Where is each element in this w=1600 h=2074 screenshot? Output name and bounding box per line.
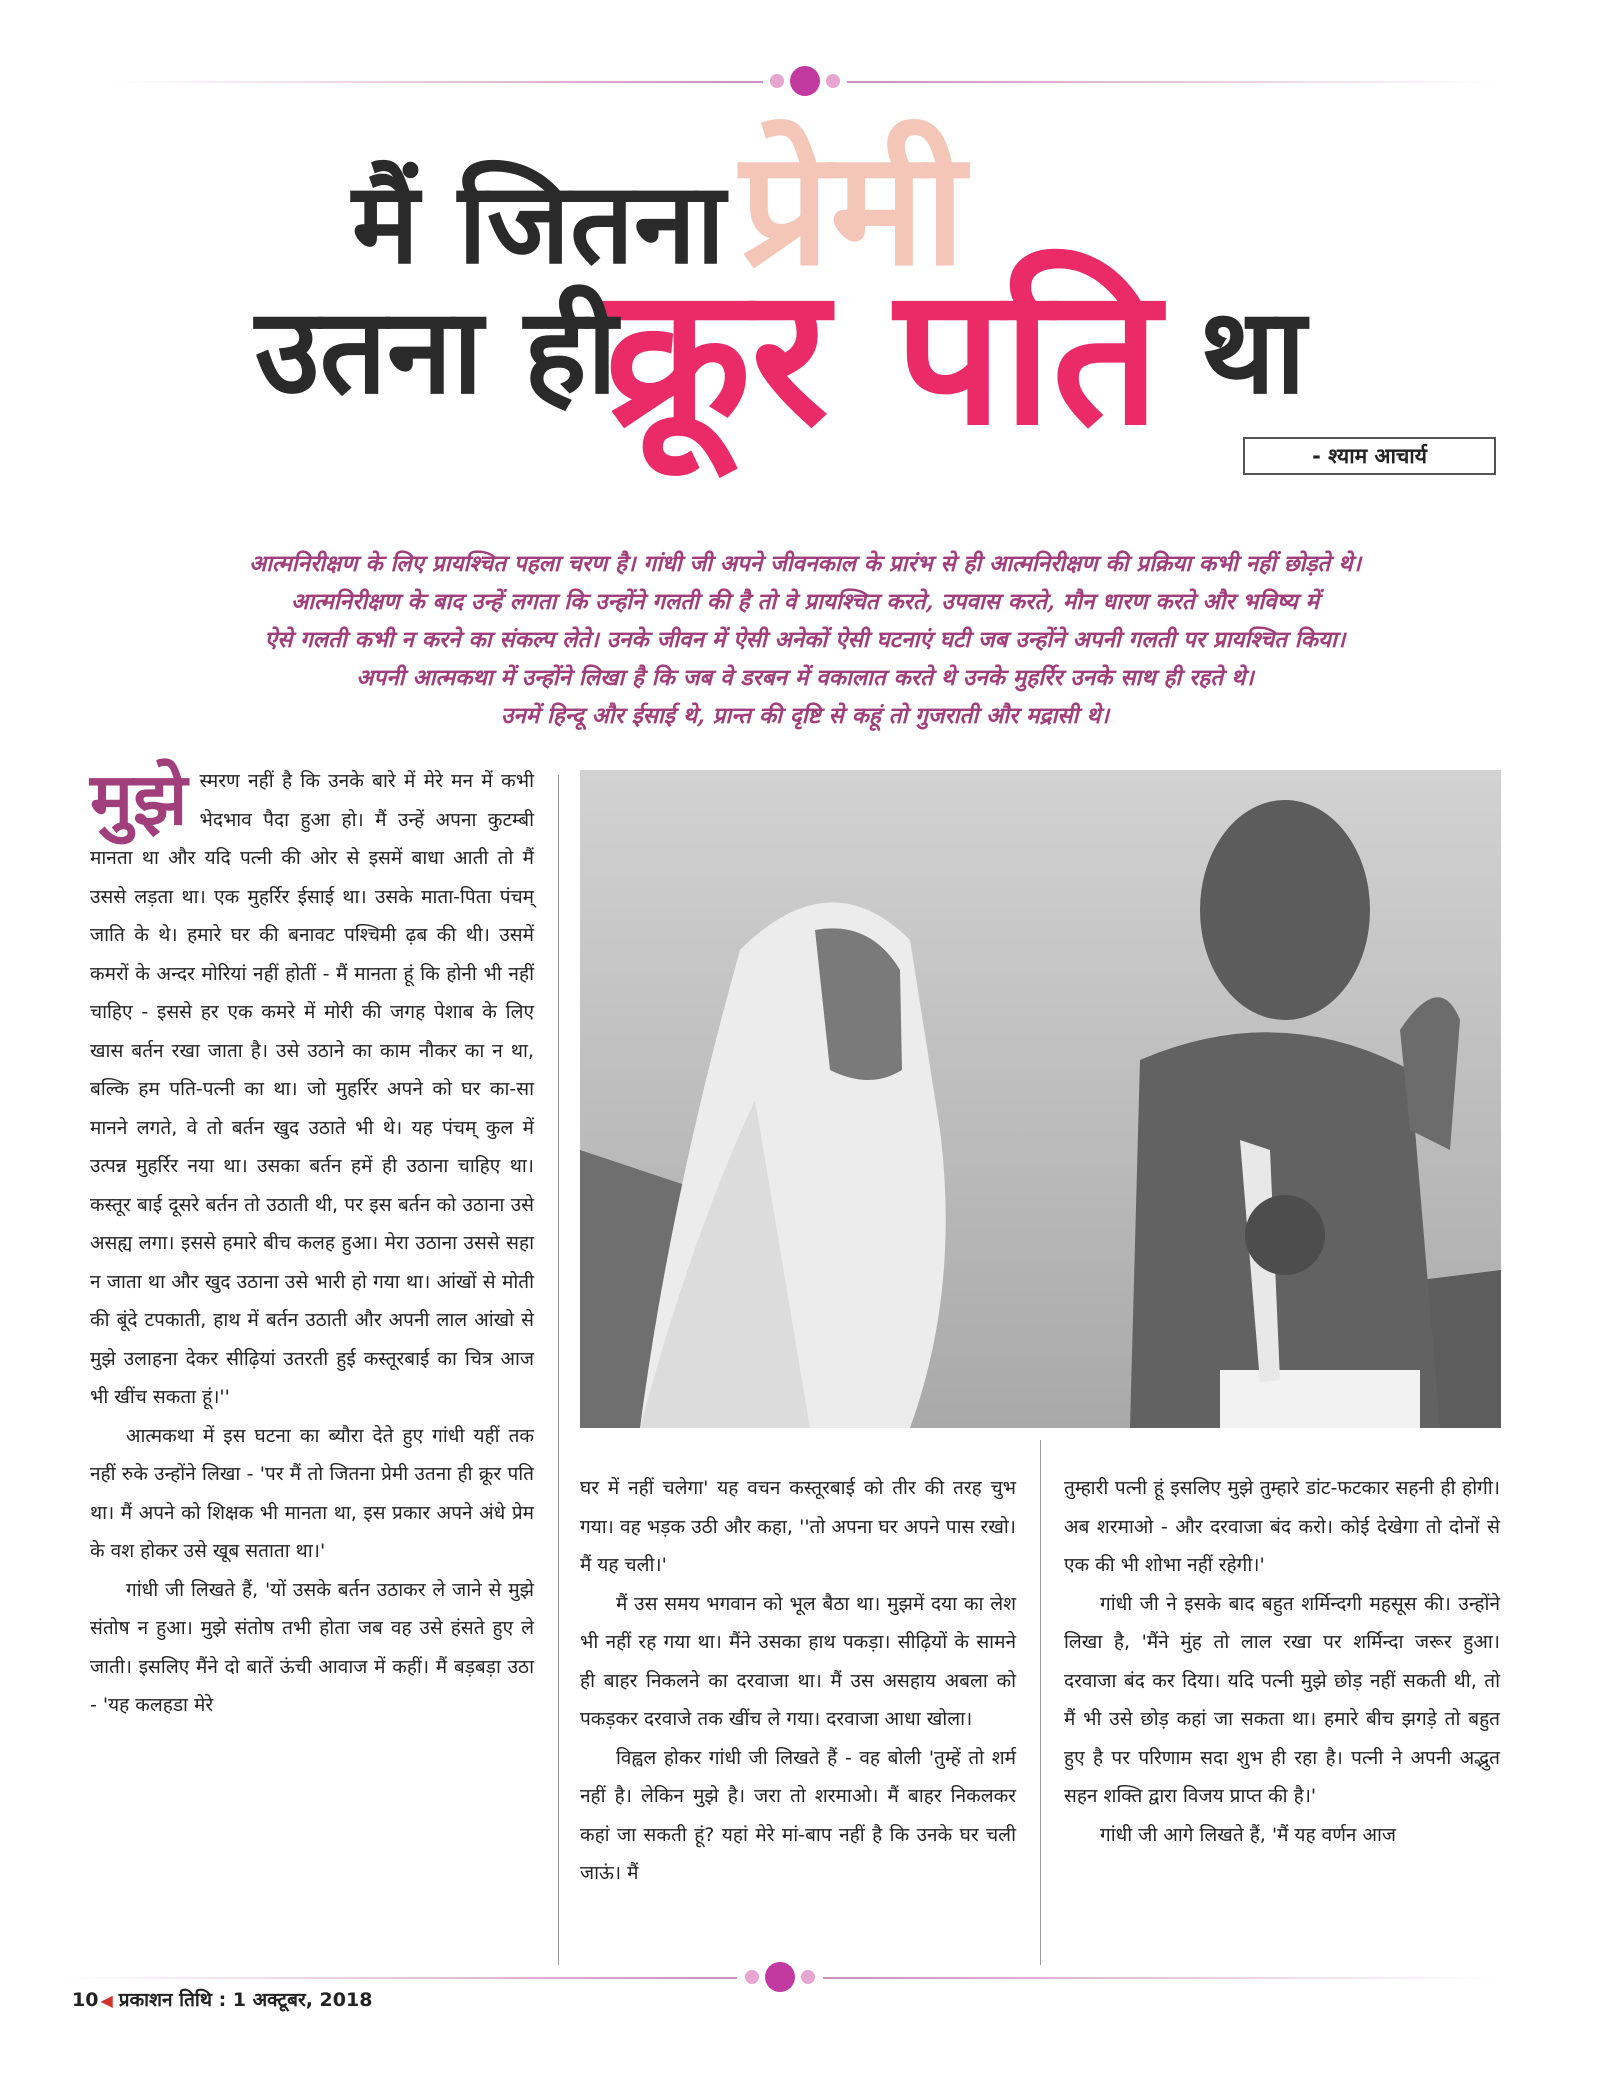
- body-paragraph: गांधी जी आगे लिखते हैं, 'मैं यह वर्णन आज: [1100, 1823, 1397, 1846]
- standfirst-line: अपनी आत्मकथा में उन्होंने लिखा है कि जब वे डरबन में वकालात करते थे उनके मुहर्रिर उनके साथ ही रहते थे।: [356, 665, 1254, 691]
- body-paragraph: गांधी जी लिखते हैं, 'यों उसके बर्तन उठाकर ले जाने से मुझे संतोष न हुआ। मुझे संतोष तभी होता जब वह उसे हंसते हुए ले जाती। इसलिए मैंने दो बातें ऊंची आवाज में कहीं। मैं बड़बड़ा उठा - 'यह कलहडा मेरे: [90, 1578, 534, 1716]
- top-ornament-rule: [110, 80, 1500, 84]
- body-paragraph: घर में नहीं चलेगा' यह वचन कस्तूरबाई को तीर की तरह चुभ गया। वह भड़क उठी और कहा, ''तो अपना घर अपने पास रखो। मैं यह चली।': [580, 1477, 1016, 1576]
- dropcap: मुझे: [90, 757, 188, 841]
- archival-photo-gandhi-kasturba: [580, 770, 1501, 1428]
- headline-accent-premi: प्रेमी: [740, 117, 966, 301]
- body-paragraph: तुम्हारी पत्नी हूं इसलिए मुझे तुम्हारे डांट-फटकार सहनी ही होगी। अब शरमाओ - और दरवाजा बंद करो। कोई देखेगा तो दोनों से एक की भी शोभा नहीं रहेगी।': [1064, 1477, 1500, 1576]
- arrow-left-icon: ◀: [100, 1991, 113, 2010]
- article-column-3: [1064, 1469, 1500, 1854]
- headline-line2-end: था: [1200, 282, 1306, 420]
- article-column-1: [90, 757, 534, 1725]
- column-divider: [1040, 1440, 1041, 1965]
- body-paragraph: गांधी जी ने इसके बाद बहुत शर्मिन्दगी महसूस की। उन्होंने लिखा है, 'मैंने मुंह तो लाल रखा पर शर्मिन्दा जरूर हुआ। दरवाजा बंद कर दिया। यदि पत्नी मुझे छोड़ नहीं सकती थी, तो मैं भी उसे छोड़ कहां जा सकता था। हमारे बीच झगड़े तो बहुत हुए है पर परिणाम सदा शुभ ही रहा है। पत्नी ने अपनी अद्भुत सहन शक्ति द्वारा विजय प्राप्त की है।': [1064, 1592, 1500, 1807]
- publication-date: प्रकाशन तिथि : 1 अक्टूबर, 2018: [118, 1989, 373, 2011]
- body-paragraph: विह्वल होकर गांधी जी लिखते हैं - वह बोली 'तुम्हें तो शर्म नहीं है। लेकिन मुझे है। जरा तो शरमाओ। मैं बाहर निकलकर कहां जा सकती हूं? यहां मेरे मां-बाप नहीं है कि उनके घर चली जाऊं। मैं: [580, 1746, 1016, 1884]
- standfirst: [110, 545, 1500, 735]
- headline-line2: उतना ही: [255, 282, 618, 420]
- headline-accent-kroor-pati: क्रूर पति: [605, 246, 1161, 467]
- page-number: 10: [72, 1989, 99, 2011]
- standfirst-line: आत्मनिरीक्षण के बाद उन्हें लगता कि उन्होंने गलती की है तो वे प्रायश्चित करते, उपवास करते, मौन धारण करते और भविष्य में: [291, 589, 1319, 615]
- column-divider: [558, 775, 559, 1965]
- standfirst-line: आत्मनिरीक्षण के लिए प्रायश्चित पहला चरण है। गांधी जी अपने जीवनकाल के प्रारंभ से ही आत्मनिरीक्षण की प्रक्रिया कभी नहीं छोड़ते थे।: [249, 551, 1361, 577]
- headline-line1: मैं जितना: [352, 159, 726, 289]
- byline-box: - श्याम आचार्य: [1243, 437, 1496, 475]
- page-footer: [72, 1986, 372, 2012]
- body-paragraph: मुझे स्मरण नहीं है कि उनके बारे में मेरे मन में कभी भेदभाव पैदा हुआ हो। मैं उन्हें अपना कुटम्बी मानता था और यदि पत्नी की ओर से इसमें बाधा आती तो मैं उससे लड़ता था। एक मुहर्रिर ईसाई था। उसके माता-पिता पंचम् जाति के थे। हमारे घर की बनावट पश्चिमी ढ़ब की थी। उसमें कमरों के अन्दर मोरियां नहीं होतीं - मैं मानता हूं कि होनी भी नहीं चाहिए - इससे हर एक कमरे में मोरी की जगह पेशाब के लिए खास बर्तन रखा जाता है। उसे उठाने का काम नौकर का न था, बल्कि हम पति-पत्नी का था। जो मुहर्रिर अपने को घर का-सा मानने लगते, वे तो बर्तन खुद उठाते भी थे। यह पंचम् कुल में उत्पन्न मुहर्रिर नया था। उसका बर्तन हमें ही उठाना चाहिए था। कस्तूर बाई दूसरे बर्तन तो उठाती थी, पर इस बर्तन को उठाना उसे असह्य लगा। इससे हमारे बीच कलह हुआ। मेरा उठाना उससे सहा न जाता था और खुद उठाना उसे भारी हो गया था। आंखों से मोती की बूंदे टपकाती, हाथ में बर्तन उठाती और अपनी लाल आंखो से मुझे उलाहना देकर सीढ़ियां उतरती हुई कस्तूरबाई का चित्र आज भी खींच सकता हूं।'': [90, 757, 534, 1408]
- article-column-2: [580, 1469, 1016, 1893]
- standfirst-line: ऐसे गलती कभी न करने का संकल्प लेते। उनके जीवन में ऐसी अनेकों ऐसी घटनाएं घटी जब उन्होंने अपनी गलती पर प्रायश्चित किया।: [264, 627, 1346, 653]
- body-paragraph: मैं उस समय भगवान को भूल बैठा था। मुझमें दया का लेश भी नहीं रह गया था। मैंने उसका हाथ पकड़ा। सीढ़ियों के सामने ही बाहर निकलने का दरवाजा था। मैं उस असहाय अबला को पकड़कर दरवाजे तक खींच ले गया। दरवाजा आधा खोला।: [580, 1592, 1016, 1730]
- body-paragraph: आत्मकथा में इस घटना का ब्यौरा देते हुए गांधी यहीं तक नहीं रुके उन्होंने लिखा - 'पर मैं तो जितना प्रेमी उतना ही क्रूर पति था। मैं अपने को शिक्षक भी मानता था, इस प्रकार अपने अंधे प्रेम के वश होकर उसे खूब सताता था।': [90, 1424, 534, 1562]
- standfirst-line: उनमें हिन्दू और ईसाई थे, प्रान्त की दृष्टि से कहूं तो गुजराती और मद्रासी थे।: [500, 703, 1110, 729]
- bottom-ornament-rule: [60, 1976, 1500, 1980]
